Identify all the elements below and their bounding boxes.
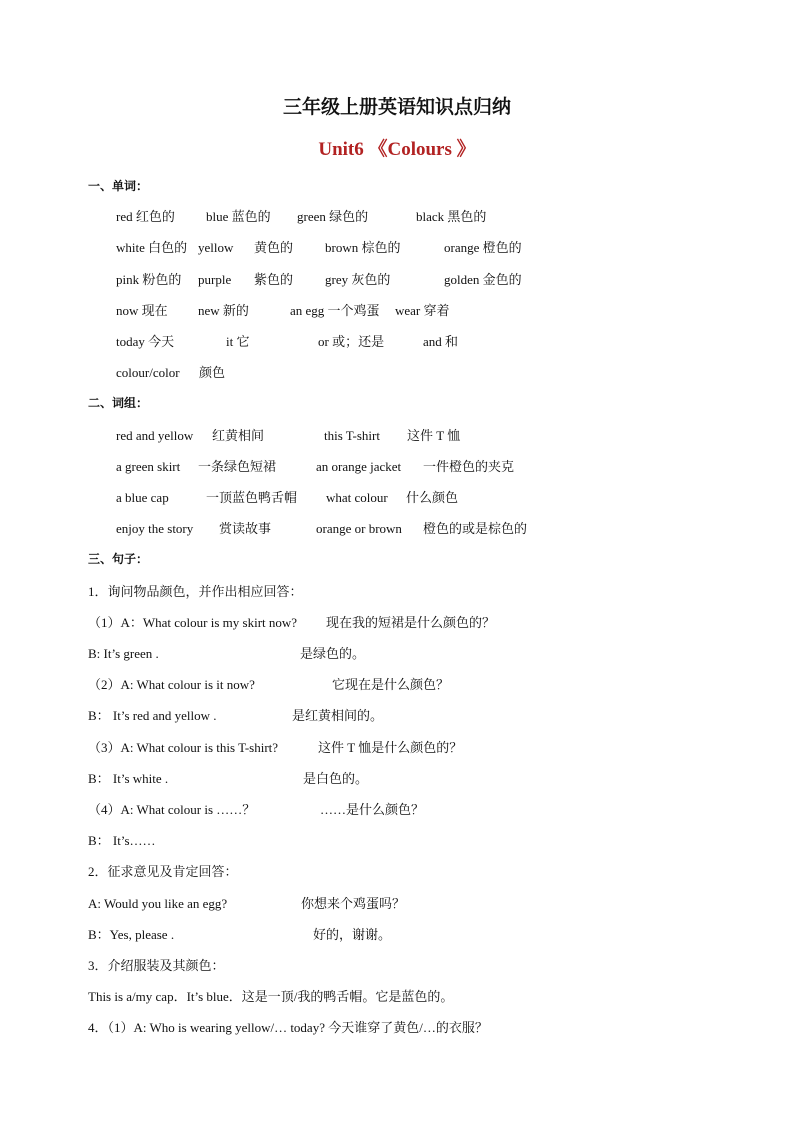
word-item: 颜色 [199, 365, 226, 380]
page-subtitle: Unit6 《Colours 》 [318, 139, 476, 160]
word-item: today 今天 [116, 334, 175, 349]
sentence-translation: 它现在是什么颜色？ [332, 677, 450, 692]
word-item: green 绿色的 [297, 209, 369, 224]
phrase-item: enjoy the story [116, 521, 194, 536]
phrase-item: an orange jacket [316, 459, 402, 474]
word-item: orange 橙色的 [444, 240, 522, 255]
sentence-translation: 是绿色的。 [300, 646, 366, 661]
sentence-answer: B： It’s red and yellow . [88, 708, 217, 723]
word-item: pink 粉色的 [116, 272, 182, 287]
phrase-item: 红黄相间 [212, 428, 265, 443]
phrase-item: orange or brown [316, 521, 402, 536]
sentence-topic: 1．询问物品颜色，并作出相应回答： [88, 584, 303, 599]
phrase-item: a green skirt [116, 459, 181, 474]
phrase-item: this T-shirt [324, 428, 380, 443]
sentence-question: （4）A: What colour is ……？ [88, 802, 256, 817]
phrase-item: 一顶蓝色鸭舌帽 [206, 490, 298, 505]
word-item: and 和 [423, 334, 459, 349]
word-item: black 黑色的 [416, 209, 487, 224]
word-item: golden 金色的 [444, 272, 522, 287]
word-item: purple [198, 272, 232, 287]
word-item: 黄色的 [254, 240, 294, 255]
sentence-translation: 现在我的短裙是什么颜色的？ [326, 615, 496, 630]
phrases-heading: 二、词组： [88, 396, 149, 410]
word-item: an egg 一个鸡蛋 [290, 303, 380, 318]
word-item: white 白色的 [116, 240, 188, 255]
sentence-answer: B: It’s green . [88, 646, 159, 661]
phrase-item: red and yellow [116, 428, 194, 443]
sentence-question: A: Would you like an egg? [88, 896, 228, 911]
sentence-question: （1）A：What colour is my skirt now? [88, 615, 298, 630]
sentence-translation: 是红黄相间的。 [292, 708, 384, 723]
word-item: it 它 [226, 334, 250, 349]
word-item: red 红色的 [116, 209, 175, 224]
word-item: brown 棕色的 [325, 240, 401, 255]
word-item: colour/color [116, 365, 180, 380]
word-item: wear 穿着 [395, 303, 450, 318]
sentence-translation: 你想来个鸡蛋吗？ [301, 896, 406, 911]
phrase-item: 什么颜色 [406, 490, 459, 505]
sentence-topic: 2．征求意见及肯定回答： [88, 864, 238, 879]
sentence-translation: 这件 T 恤是什么颜色的？ [318, 740, 463, 755]
phrase-item: 赏读故事 [219, 521, 272, 536]
phrase-item: a blue cap [116, 490, 169, 505]
word-item: now 现在 [116, 303, 168, 318]
word-item: grey 灰色的 [325, 272, 391, 287]
sentence-question: （2）A: What colour is it now? [88, 677, 255, 692]
sentence-translation: 是白色的。 [303, 771, 369, 786]
sentence-translation: ……是什么颜色？ [320, 802, 425, 817]
sentences-heading: 三、句子： [88, 552, 149, 566]
sentence-translation: 好的，谢谢。 [313, 927, 392, 942]
sentence-answer: B：Yes, please . [88, 927, 175, 942]
word-item: or 或；还是 [318, 334, 385, 349]
word-item: new 新的 [198, 303, 249, 318]
word-item: yellow [198, 240, 234, 255]
word-item: blue 蓝色的 [206, 209, 271, 224]
phrase-item: what colour [326, 490, 388, 505]
phrase-item: 这件 T 恤 [407, 428, 461, 443]
sentence-question: 4．（1）A: Who is wearing yellow/… today? 今天谁穿了黄色/…的衣服？ [88, 1020, 488, 1035]
sentence-answer: B： It’s…… [88, 833, 156, 848]
phrase-item: 橙色的或是棕色的 [423, 521, 528, 536]
words-heading: 一、单词： [88, 179, 149, 193]
sentence-question: （3）A: What colour is this T-shirt? [88, 740, 279, 755]
phrase-item: 一件橙色的夹克 [423, 459, 515, 474]
sentence-answer: B： It’s white . [88, 771, 169, 786]
word-item: 紫色的 [254, 272, 294, 287]
sentence-example: This is a/my cap．It’s blue．这是一顶/我的鸭舌帽。它是蓝色的。 [88, 989, 454, 1004]
sentence-topic: 3．介绍服装及其颜色： [88, 958, 225, 973]
page-title: 三年级上册英语知识点归纳 [282, 96, 511, 118]
phrase-item: 一条绿色短裙 [198, 459, 277, 474]
